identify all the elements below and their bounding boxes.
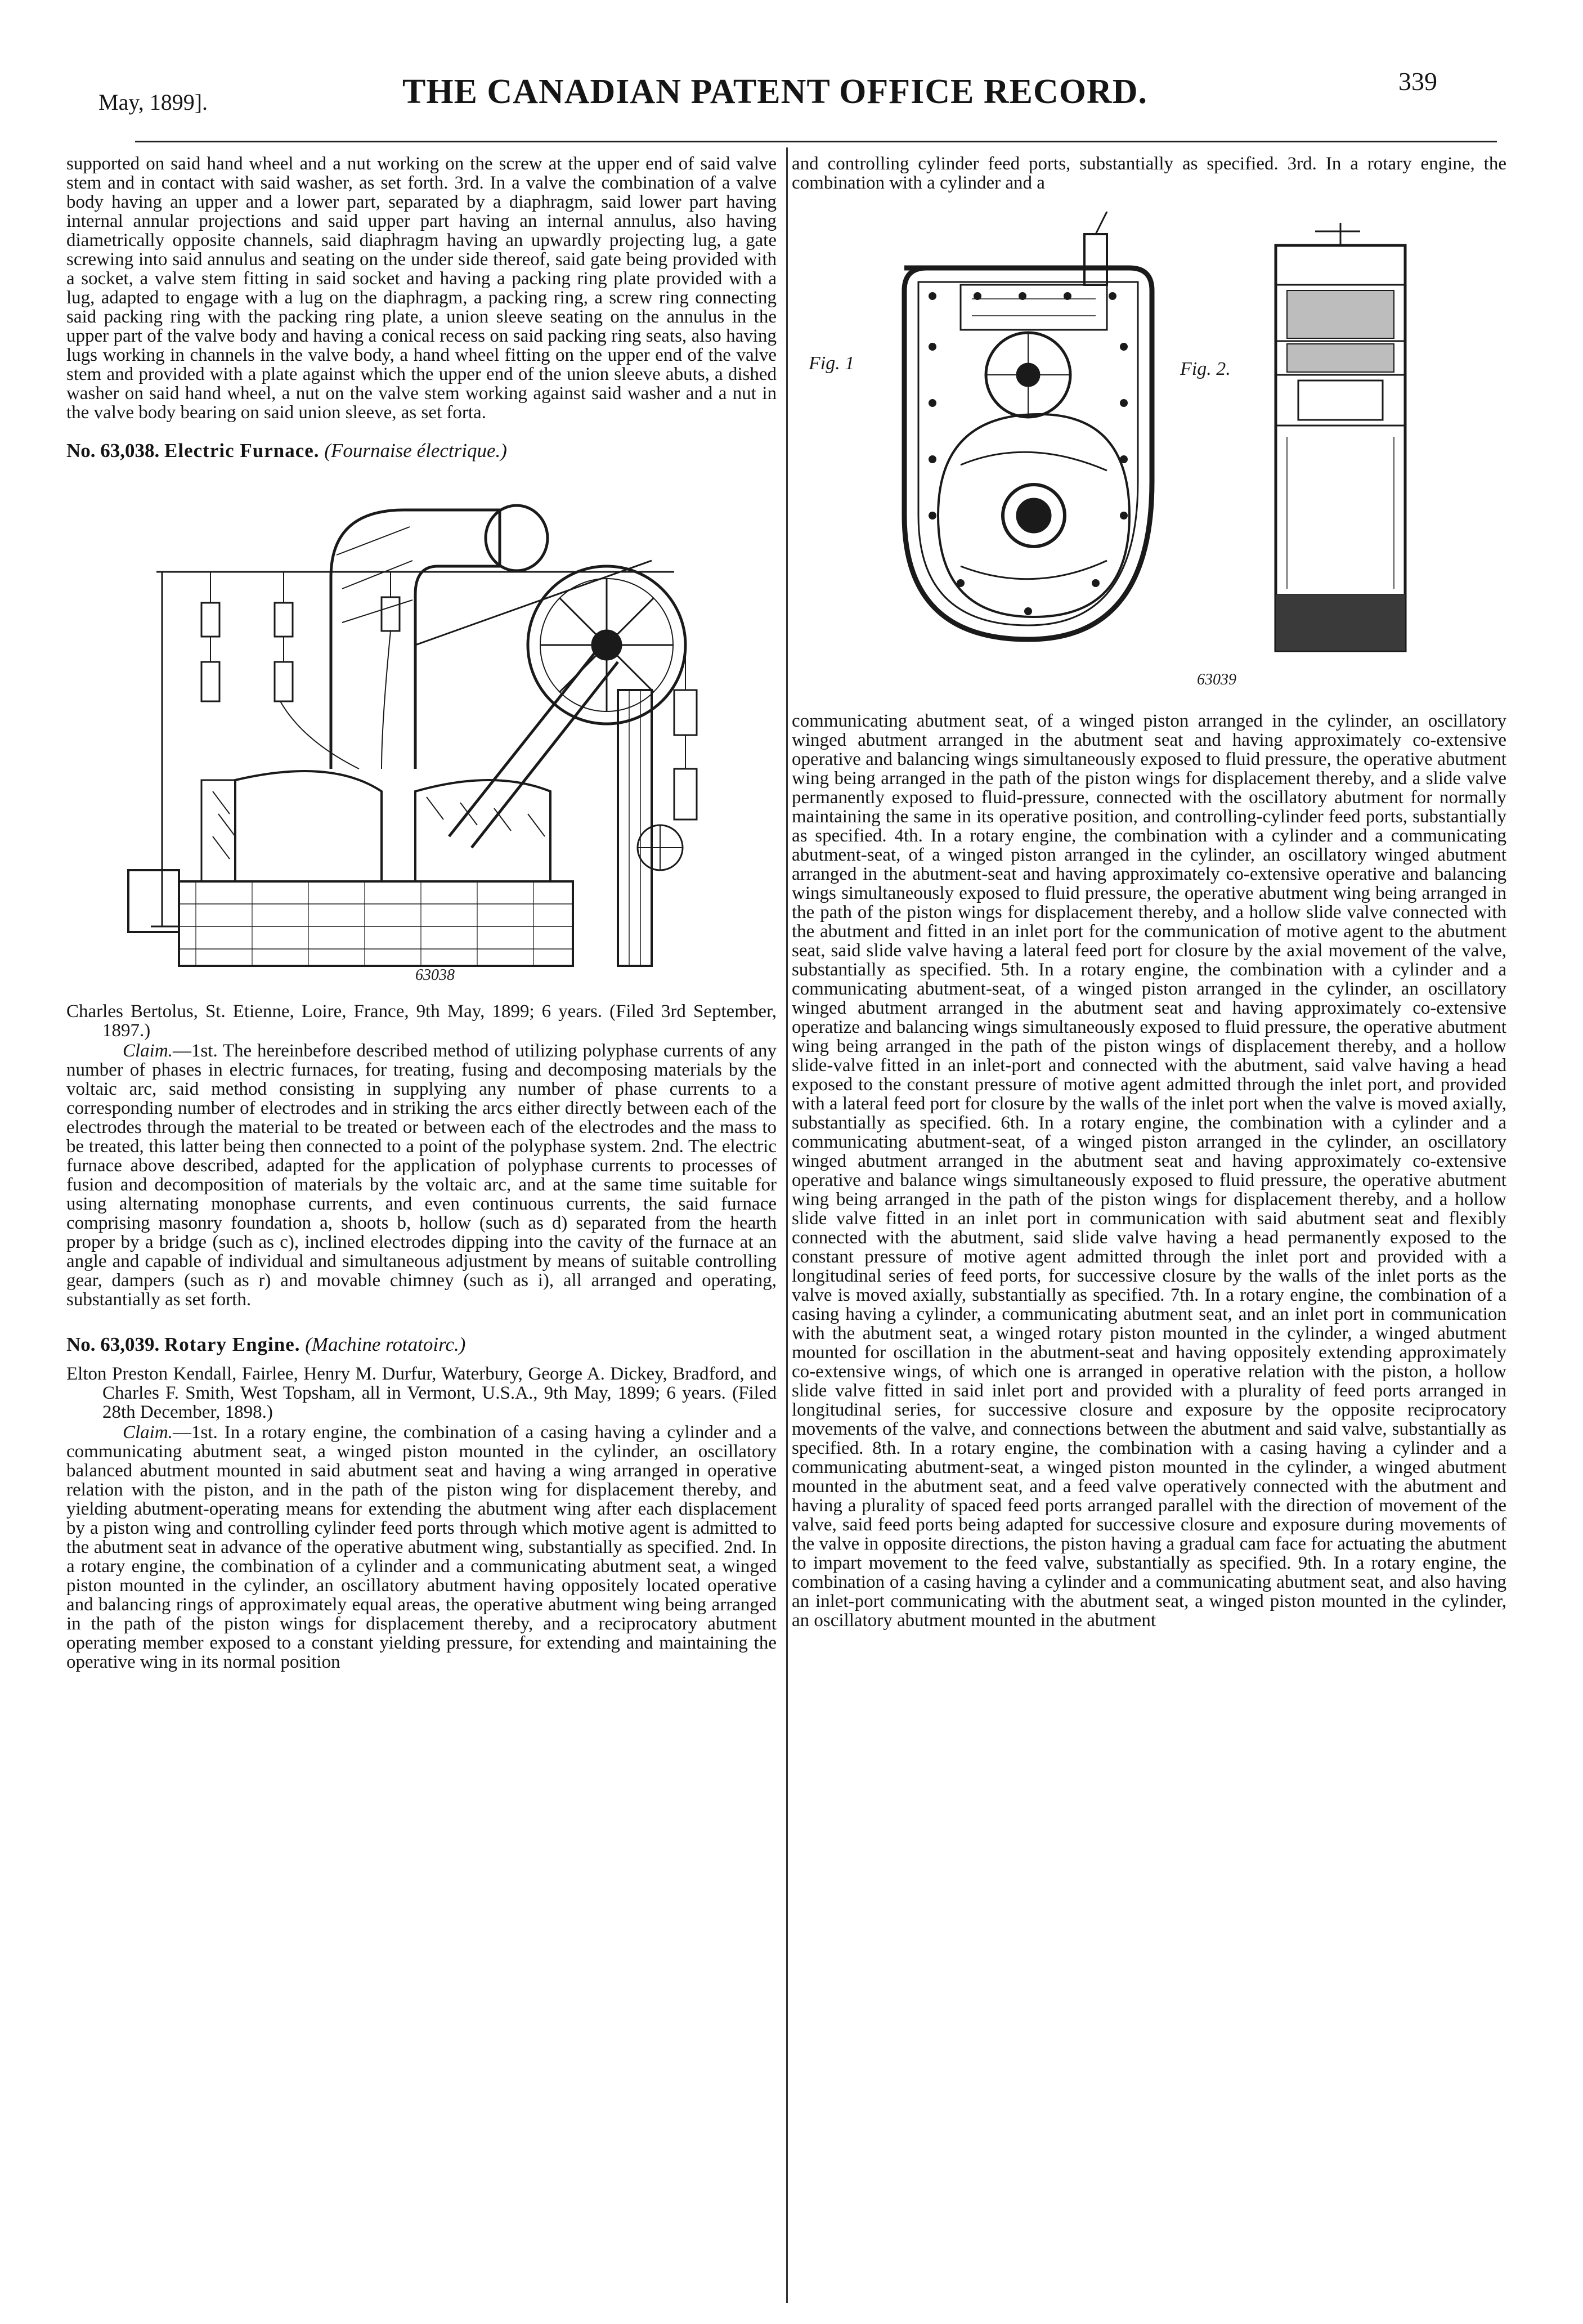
patent-number: No. 63,038. xyxy=(66,440,160,462)
patent-heading-63038 xyxy=(66,440,777,462)
claim-label: Claim. xyxy=(123,1041,173,1061)
patent-number: No. 63,039. xyxy=(66,1333,160,1355)
page-number: 339 xyxy=(1398,67,1437,96)
continued-claim-text-top: and controlling cylinder feed ports, substantially as specified. 3rd. In a rotary engine, the combination with a cylinder and a xyxy=(792,154,1506,193)
patent-alt-title: (Machine rotatoirc.) xyxy=(305,1333,466,1355)
column-divider xyxy=(786,147,788,2303)
electric-furnace-figure xyxy=(66,476,777,983)
claim-paragraph-63039 xyxy=(66,1423,777,1672)
left-column xyxy=(66,151,777,1672)
header-date: May, 1899]. xyxy=(98,89,208,115)
claims-continued-63039: communicating abutment seat, of a winged piston arranged in the cylinder, an oscillatory winged abutment arranged in the abutment seat and having approximately co-extensive operative and balancing wings simultaneously exposed to fluid pressure, the operative abutment wing being arranged in the path of the piston wings for displacement thereby, and a slide valve permanently exposed to fluid-pressure, connected with the oscillatory abutment for normally maintaining the same in its operative position, and controlling-cylinder feed ports, substantially as specified. 4th. In a rotary engine, the combination with a cylinder and a communicating abutment-seat, of a winged piston arranged in the cylinder, an oscillatory winged abutment arranged in the abutment-seat and having approximately co-extensive operative and balancing wings simultaneously exposed to fluid pressure, the operative abutment wing being arranged in the path of the piston wings for displacement thereby, and a hollow slide valve connected with the abutment and fitted in an inlet port for the communication of motive agent to the abutment seat, said slide valve having a lateral feed port for closure by the axial movement of the valve, substantially as specified. 5th. In a rotary engine, the combination with a cylinder and a communicating abutment-seat, of a winged piston arranged in the cylinder, an oscillatory winged abutment arranged in the abutment seat and having approximately co-extensive operatize and balancing wings simultaneously exposed to fluid pressure, the operative abutment wing being arranged in the path of the piston wings of displacement thereby, and a hollow slide-valve fitted in an inlet-port and connected with the abutment, said valve having a head exposed to the constant pressure of motive agent admitted through the inlet port, and provided with a lateral feed port for closure by the walls of the inlet port when the valve is moved axially, substantially as specified. 6th. In a rotary engine, the combination with a cylinder and a communicating abutment-seat, of a winged piston arranged in the cylinder, an oscillatory winged abutment arranged in the abutment seat and having approximately co-extensive operative and balance wings simultaneously exposed to fluid pressure, the operative abutment wing being arranged in the path of the piston wings for displacement thereby, and a hollow slide valve fitted in an inlet port in communication with said abutment seat and flexibly connected with the abutment, said slide valve having a head permanently exposed to the constant pressure of motive agent admitted through the inlet port and provided with a longitudinal series of feed ports, for successive closure by the walls of the inlet ports as the valve is moved axially, substantially as specified. 7th. In a rotary engine, the combination of a casing having a cylinder, a communicating abutment seat, and an inlet port in communication with the abutment seat, a winged rotary piston mounted in the cylinder, a winged abutment mounted for oscillation in the abutment-seat and having oppositely extending approximately co-extensive wings, of which one is arranged in operative relation with the piston, a hollow slide valve fitted in said inlet port and provided with a plurality of feed ports arranged in longitudinal series, for successive closure and exposure by the opposite reciprocatory movements of the valve, and connections between the abutment and said valve, substantially as specified. 8th. In a rotary engine, the combination with a casing having a cylinder and a communicating abutment-seat, a winged piston mounted in the cylinder, a winged abutment mounted in the abutment seat, and a feed valve operatively connected with the abutment and having a plurality of spaced feed ports arranged parallel with the direction of movement of the valve, said feed ports being adapted for successive closure and exposure during movements of the valve in opposite directions, the piston having a gradual cam face for actuating the abutment to impart movement to the feed valve, substantially as specified. 9th. In a rotary engine, the combination of a casing having a cylinder and a communicating abutment seat, and also having an inlet-port communicating with the abutment seat, a winged piston mounted in the cylinder, an oscillatory abutment mounted in the abutment xyxy=(792,711,1506,1631)
patent-heading-63039 xyxy=(66,1334,777,1355)
inventor-line-63038: Charles Bertolus, St. Etienne, Loire, France, 9th May, 1899; 6 years. (Filed 3rd September, 1897.) xyxy=(66,1001,777,1041)
patent-alt-title: (Fournaise électrique.) xyxy=(324,440,507,462)
page-header xyxy=(0,0,1583,146)
claim-text-63039: —1st. In a rotary engine, the combination of a casing having a cylinder and a communicating abutment seat, a winged piston mounted in the cylinder, an oscillatory balanced abutment mounted in said abutment seat and having a wing arranged in operative relation with the piston, and in the path of the piston wing for displacement thereby, and yielding abutment-operating means for extending the abutment wing after each displacement by a piston wing and controlling cylinder feed ports through which motive agent is admitted to the abutment seat in advance of the operative abutment wing, substantially as specified. 2nd. In a rotary engine, the combination of a cylinder and a communicating abutment seat, a winged piston mounted in the cylinder, an oscillatory abutment having oppositely located operative and balancing rings of approximately equal areas, the operative abutment wing being arranged in the path of the piston wings for displacement thereby, and a reciprocatory abutment operating member exposed to a constant yielding pressure, for extending and maintaining the operative wing in its normal position xyxy=(66,1422,777,1672)
patent-title: Electric Furnace. xyxy=(164,440,320,462)
patent-title: Rotary Engine. xyxy=(164,1333,301,1355)
figure-number-63038: 63038 xyxy=(415,966,455,983)
figure-number-63039: 63039 xyxy=(1197,671,1236,688)
header-rule xyxy=(135,141,1497,142)
claim-paragraph-63038 xyxy=(66,1041,777,1309)
rotary-engine-figure xyxy=(792,200,1506,696)
electric-furnace-drawing xyxy=(66,476,777,983)
fig-2-label: Fig. 2. xyxy=(1180,359,1231,379)
claim-text-63038: —1st. The hereinbefore described method of utilizing polyphase currents of any number of phases in electric furnaces, for treating, fusing and decomposing materials by the voltaic arc, said method consisting in supplying any number of phase currents to a corresponding number of electrodes and in striking the arcs either directly between each of the electrodes through the material to be treated or between each of the electrodes and the mass to be treated, this latter being then connected to a point of the polyphase system. 2nd. The electric furnace above described, adapted for the application of polyphase currents to processes of fusion and decomposition of materials by the voltaic arc, and at the same time suitable for using alternating monophase currents, and even continuous currents, the said furnace comprising masonry foundation a, shoots b, hollow (such as d) separated from the hearth proper by a bridge (such as c), inclined electrodes dipping into the cavity of the furnace at an angle and capable of individual and simultaneous adjustment by means of suitable controlling gear, dampers (such as r) and movable chimney (such as i), all arranged and operating, substantially as set forth. xyxy=(66,1041,777,1310)
claim-label: Claim. xyxy=(123,1422,173,1443)
journal-title: THE CANADIAN PATENT OFFICE RECORD. xyxy=(402,73,1148,111)
right-column xyxy=(792,151,1506,1630)
inventor-line-63039: Elton Preston Kendall, Fairlee, Henry M. Durfur, Waterbury, George A. Dickey, Bradford, and Charles F. Smith, West Topsham, all in Vermont, U.S.A., 9th May, 1899; 6 years. (Filed 28th December, 1898.) xyxy=(66,1364,777,1422)
continued-claim-text: supported on said hand wheel and a nut working on the screw at the upper end of said valve stem and in contact with said washer, as set forth. 3rd. In a valve the combination of a valve body having an upper and a lower part, separated by a diaphragm, said lower part having internal annular projections and said upper part having an internal annulus, also having diametrically opposite channels, said diaphragm having an upwardly projecting lug, a gate screwing into said annulus and seating on the under side thereof, said gate being provided with a socket, a valve stem fitting in said socket and having a packing ring plate provided with a lug, adapted to engage with a lug on the diaphragm, a packing ring, a screw ring connecting said packing ring with the packing ring plate, a union sleeve seating on the annulus in the upper part of the valve body and having a conical recess on said packing ring seats, also having lugs working in channels in the valve body, a hand wheel fitting on the upper end of the valve stem and provided with a plate against which the upper end of the union sleeve abuts, a dished washer on said hand wheel, a nut on the valve stem working against said washer and a nut in the valve body bearing on said union sleeve, as set forta. xyxy=(66,154,777,423)
rotary-engine-drawing xyxy=(792,200,1506,696)
fig-1-label: Fig. 1 xyxy=(809,353,855,374)
